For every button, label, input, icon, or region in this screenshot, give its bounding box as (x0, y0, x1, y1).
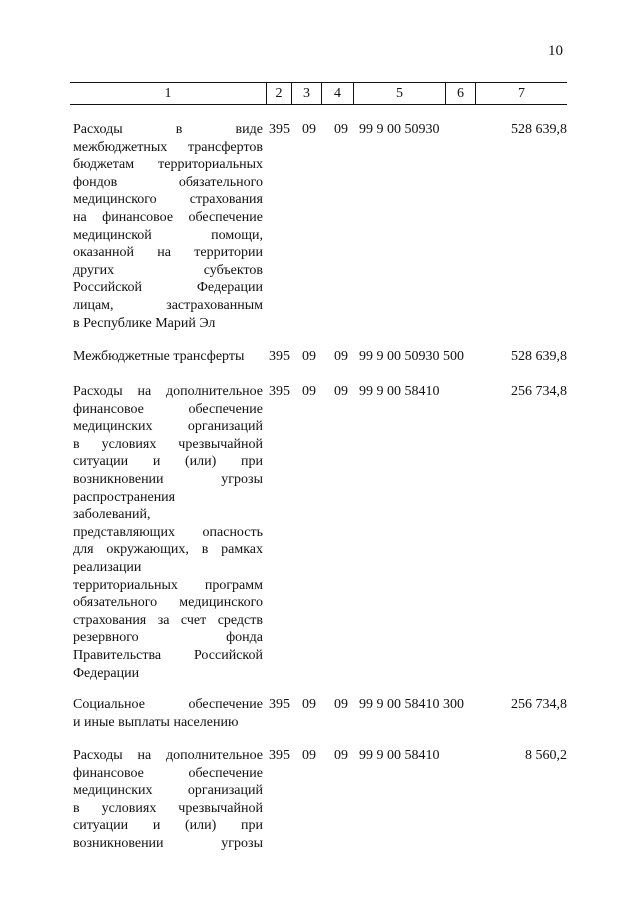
name-line: бюджетам территориальных (73, 157, 263, 173)
name-line: ситуации и (или) при (73, 818, 263, 834)
cell-col-2: 395 (269, 349, 290, 364)
cell-col-5: 99 9 00 58410 300 (359, 697, 464, 712)
name-line: и иные выплаты населению (73, 714, 239, 730)
name-line: в Республике Марий Эл (73, 315, 216, 331)
cell-col-3: 09 (302, 349, 316, 364)
header-col-2: 2 (266, 83, 291, 104)
name-line: представляющих опасность (73, 524, 263, 540)
name-line: на финансовое обеспечение (73, 209, 263, 225)
cell-col-3: 09 (302, 748, 316, 763)
header-col-1: 1 (164, 86, 172, 101)
cell-col-4: 09 (334, 349, 348, 364)
row-name (73, 348, 263, 366)
name-line: финансовое обеспечение (73, 765, 263, 781)
name-line: возникновении угрозы (73, 471, 263, 487)
cell-col-4: 09 (334, 748, 348, 763)
cell-col-3: 09 (302, 122, 316, 137)
name-line: Межбюджетные трансферты (73, 349, 245, 364)
name-line: территориальных программ (73, 577, 263, 593)
row-name (73, 383, 263, 682)
name-line: медицинских организаций (73, 783, 263, 799)
name-line: заболеваний, (73, 507, 151, 523)
header-col-7: 7 (475, 83, 567, 104)
cell-col-4: 09 (334, 122, 348, 137)
cell-col-7: 528 639,8 (511, 349, 567, 364)
name-line: в условиях чрезвычайной (73, 800, 263, 816)
name-line: Российской Федерации (73, 280, 263, 296)
cell-col-7: 256 734,8 (511, 697, 567, 712)
cell-col-5: 99 9 00 58410 (359, 384, 440, 399)
cell-col-3: 09 (302, 384, 316, 399)
header-col-6: 6 (445, 83, 475, 104)
header-col-3: 3 (291, 83, 321, 104)
name-line: медицинской помощи, (73, 227, 263, 243)
cell-col-2: 395 (269, 697, 290, 712)
name-line: резервного фонда (73, 630, 263, 646)
row-name (73, 121, 263, 332)
cell-col-7: 528 639,8 (511, 122, 567, 137)
name-line: обязательного медицинского (73, 595, 263, 611)
cell-col-2: 395 (269, 122, 290, 137)
header-col-4: 4 (321, 83, 353, 104)
name-line: Расходы в виде (73, 122, 263, 137)
name-line: Расходы на дополнительное (73, 384, 263, 399)
cell-col-2: 395 (269, 384, 290, 399)
name-line: реализации (73, 559, 142, 575)
cell-col-3: 09 (302, 697, 316, 712)
name-line: Правительства Российской (73, 647, 263, 663)
cell-col-7: 8 560,2 (525, 748, 567, 763)
cell-col-5: 99 9 00 50930 500 (359, 349, 464, 364)
name-line: фондов обязательного (73, 174, 263, 190)
name-line: медицинских организаций (73, 419, 263, 435)
name-line: Федерации (73, 665, 140, 681)
name-line: для окружающих, в рамках (73, 542, 263, 558)
name-line: распространения (73, 489, 176, 505)
row-name (73, 747, 263, 853)
cell-col-5: 99 9 00 58410 (359, 748, 440, 763)
name-line: других субъектов (73, 262, 263, 278)
page-number: 10 (548, 43, 563, 59)
name-line: финансовое обеспечение (73, 401, 263, 417)
name-line: медицинского страхования (73, 192, 263, 208)
name-line: лицам, застрахованным (73, 297, 263, 313)
name-line: Расходы на дополнительное (73, 748, 263, 763)
name-line: оказанной на территории (73, 245, 263, 261)
cell-col-4: 09 (334, 384, 348, 399)
name-line: возникновении угрозы (73, 835, 263, 851)
row-name (73, 696, 263, 731)
name-line: ситуации и (или) при (73, 454, 263, 470)
name-line: страхования за счет средств (73, 612, 263, 628)
header-col-5: 5 (353, 83, 445, 104)
cell-col-7: 256 734,8 (511, 384, 567, 399)
cell-col-2: 395 (269, 748, 290, 763)
name-line: межбюджетных трансфертов (73, 139, 263, 155)
name-line: Социальное обеспечение (73, 697, 263, 712)
name-line: в условиях чрезвычайной (73, 436, 263, 452)
cell-col-5: 99 9 00 50930 (359, 122, 440, 137)
cell-col-4: 09 (334, 697, 348, 712)
table-header (70, 82, 567, 105)
